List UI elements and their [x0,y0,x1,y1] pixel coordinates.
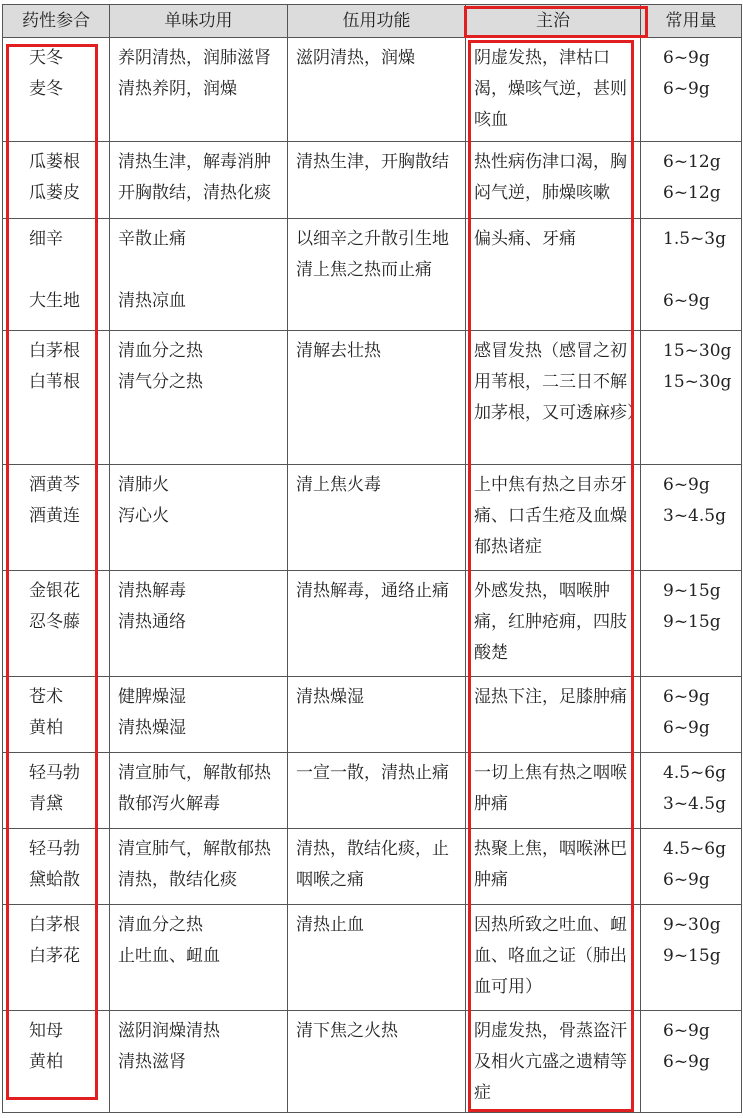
combined-function-cell [288,571,466,677]
single-function-text: 清热凉血 [118,291,186,311]
dose-value: 4.5~6g [663,839,726,859]
single-function-text: 散郁泻火解毒 [118,794,220,814]
combined-function-text: 清热燥湿 [296,687,364,707]
header-dose: 常用量 [641,5,742,38]
table-row [3,905,742,1011]
indication-cell [466,38,641,142]
single-function-text: 清宣肺气，解散郁热 [118,763,271,783]
table-row [3,1011,742,1113]
table-row [3,219,742,331]
dose-cell [641,142,742,219]
single-function-cell [110,465,288,571]
dose-cell [641,219,742,331]
herb-name: 酒黄连 [29,506,80,526]
indication-text: 感冒发热（感冒之初用苇根，二三日不解加茅根，又可透麻疹） [474,341,644,423]
dose-value: 9~15g [663,612,721,632]
combined-function-text: 滋阴清热，润燥 [296,48,415,68]
indication-text: 一切上焦有热之咽喉肿痛 [474,763,627,814]
single-function-text: 清血分之热 [118,915,203,935]
combined-function-cell [288,829,466,905]
herb-name: 细辛 [29,229,63,249]
single-function-text: 止吐血、衄血 [118,946,220,966]
single-function-cell [110,142,288,219]
indication-cell [466,465,641,571]
indication-cell [466,753,641,829]
single-function-cell [110,905,288,1011]
dose-value: 6~9g [663,870,710,890]
indication-text: 偏头痛、牙痛 [474,229,576,249]
header-indication: 主治 [466,5,641,38]
indication-text: 热性病伤津口渴，胸闷气逆，肺燥咳嗽 [474,152,627,203]
combined-function-text: 清热解毒，通络止痛 [296,581,449,601]
herb-name: 酒黄芩 [29,475,80,495]
herb-cell [3,219,110,331]
dose-value: 6~9g [663,1021,710,1041]
single-function-cell [110,571,288,677]
table-row [3,142,742,219]
dose-value: 9~30g [663,915,721,935]
table-row [3,829,742,905]
herb-name: 大生地 [29,291,80,311]
herb-cell [3,677,110,753]
indication-cell [466,905,641,1011]
herb-cell [3,142,110,219]
herb-name: 麦冬 [29,79,63,99]
single-function-cell [110,38,288,142]
table-row [3,677,742,753]
dose-cell [641,677,742,753]
herb-cell [3,571,110,677]
dose-value: 15~30g [663,341,732,361]
single-function-text: 清热滋肾 [118,1052,186,1072]
header-herbs: 药性参合 [3,5,110,38]
herb-name: 知母 [29,1021,63,1041]
dose-cell [641,905,742,1011]
dose-value: 6~9g [663,687,710,707]
herb-cell [3,331,110,465]
indication-text: 阴虚发热，骨蒸盗汗及相火亢盛之遗精等症 [474,1021,627,1103]
herb-name: 黄柏 [29,718,63,738]
dose-value: 6~9g [663,291,710,311]
indication-text: 外感发热，咽喉肿痛，红肿疮痈，四肢酸楚 [474,581,627,663]
combined-function-cell [288,38,466,142]
herb-name: 忍冬藤 [29,612,80,632]
herb-name: 轻马勃 [29,763,80,783]
dose-value: 3~4.5g [663,794,726,814]
single-function-text: 清热解毒 [118,581,186,601]
herb-name: 青黛 [29,794,63,814]
table-row [3,571,742,677]
indication-text: 阴虚发热，津枯口渴，燥咳气逆，甚则咳血 [474,48,627,130]
single-function-text: 泻心火 [118,506,169,526]
herb-name: 金银花 [29,581,80,601]
combined-function-text: 清下焦之火热 [296,1021,398,1041]
herb-cell [3,905,110,1011]
table-row [3,331,742,465]
dose-cell [641,753,742,829]
combined-function-cell [288,905,466,1011]
combined-function-cell [288,677,466,753]
dose-value: 6~9g [663,79,710,99]
header-single-function: 单味功用 [110,5,288,38]
combined-function-text: 清热止血 [296,915,364,935]
dose-value: 6~9g [663,475,710,495]
single-function-cell [110,331,288,465]
combined-function-cell [288,219,466,331]
indication-text: 因热所致之吐血、衄血、咯血之证（肺出血可用） [474,915,627,997]
dose-value: 3~4.5g [663,506,726,526]
herb-name: 白茅根 [29,341,80,361]
indication-cell [466,142,641,219]
herb-name: 白茅根 [29,915,80,935]
combined-function-text: 清热生津，开胸散结 [296,152,449,172]
single-function-text: 清血分之热 [118,341,203,361]
table-row [3,753,742,829]
single-function-text: 养阴清热，润肺滋肾 [118,48,271,68]
herb-cell [3,465,110,571]
dose-value: 15~30g [663,372,732,392]
single-function-text: 清热燥湿 [118,718,186,738]
herb-name: 瓜蒌根 [29,152,80,172]
combined-function-text: 清上焦火毒 [296,475,381,495]
herb-name: 黛蛤散 [29,870,80,890]
single-function-text: 清气分之热 [118,372,203,392]
herb-name: 轻马勃 [29,839,80,859]
combined-function-cell [288,142,466,219]
dose-cell [641,829,742,905]
single-function-cell [110,219,288,331]
single-function-text: 清热生津，解毒消肿 [118,152,271,172]
header-row [3,5,742,38]
header-combined-function: 伍用功能 [288,5,466,38]
indication-cell [466,829,641,905]
single-function-cell [110,677,288,753]
dose-value: 6~12g [663,183,721,203]
dose-value: 6~9g [663,718,710,738]
dose-value: 9~15g [663,581,721,601]
table-row [3,465,742,571]
dose-cell [641,38,742,142]
combined-function-text: 清热，散结化痰，止咽喉之痛 [296,839,449,890]
single-function-text: 清热养阴，润燥 [118,79,237,99]
combined-function-text: 一宣一散，清热止痛 [296,763,449,783]
dose-value: 4.5~6g [663,763,726,783]
combined-function-cell [288,753,466,829]
herb-pairing-table [2,4,742,1113]
single-function-text: 辛散止痛 [118,229,186,249]
single-function-cell [110,1011,288,1113]
single-function-text: 健脾燥湿 [118,687,186,707]
dose-value: 6~9g [663,48,710,68]
dose-value: 1.5~3g [663,229,726,249]
combined-function-text: 以细辛之升散引生地清上焦之热而止痛 [296,229,449,280]
herb-cell [3,38,110,142]
indication-cell [466,1011,641,1113]
combined-function-cell [288,1011,466,1113]
single-function-text: 清热，散结化痰 [118,870,237,890]
indication-cell [466,677,641,753]
herb-name: 白茅花 [29,946,80,966]
single-function-text: 开胸散结，清热化痰 [118,183,271,203]
single-function-cell [110,753,288,829]
dose-value: 9~15g [663,946,721,966]
herb-cell [3,753,110,829]
herb-name: 瓜蒌皮 [29,183,80,203]
indication-text: 热聚上焦，咽喉淋巴肿痛 [474,839,627,890]
herb-name: 白苇根 [29,372,80,392]
dose-cell [641,1011,742,1113]
herb-cell [3,829,110,905]
single-function-cell [110,829,288,905]
indication-cell [466,219,641,331]
indication-text: 湿热下注，足膝肿痛 [474,687,627,707]
dose-value: 6~12g [663,152,721,172]
herb-name: 天冬 [29,48,63,68]
combined-function-cell [288,331,466,465]
dose-cell [641,571,742,677]
indication-cell [466,331,644,465]
indication-cell [466,571,641,677]
dose-value: 6~9g [663,1052,710,1072]
single-function-text: 清肺火 [118,475,169,495]
indication-text: 上中焦有热之目赤牙痛、口舌生疮及血燥郁热诸症 [474,475,627,557]
single-function-text: 清热通络 [118,612,186,632]
herb-name: 黄柏 [29,1052,63,1072]
single-function-text: 清宣肺气，解散郁热 [118,839,271,859]
combined-function-text: 清解去壮热 [296,341,381,361]
table-row [3,38,742,142]
single-function-text: 滋阴润燥清热 [118,1021,220,1041]
herb-name: 苍术 [29,687,63,707]
combined-function-cell [288,465,466,571]
dose-cell [641,331,742,465]
herb-cell [3,1011,110,1113]
dose-cell [641,465,742,571]
